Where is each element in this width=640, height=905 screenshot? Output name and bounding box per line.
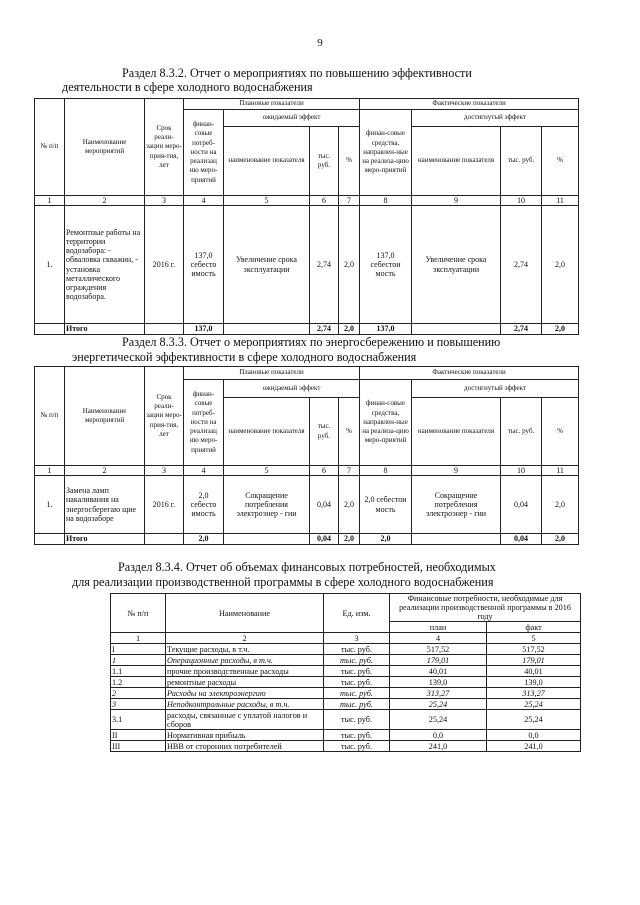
plan-fin-header: финан-совые потреб-ности на реализац ию меро-приятий (184, 110, 224, 196)
table-row (111, 688, 581, 699)
row-num: 1.2 (111, 677, 166, 688)
row-plan: 0,0 (390, 730, 487, 741)
column-number-row (35, 196, 579, 206)
row-plan: 517,52 (390, 644, 487, 655)
section-8-3-2-heading-line1: Раздел 8.3.2. Отчет о мероприятиях по повышению эффективности (122, 66, 472, 80)
total-fact-rub: 2,74 (501, 324, 542, 335)
row-term: 2016 г. (145, 206, 184, 324)
row-fact: 179,01 (487, 655, 581, 666)
col-number: 6 (310, 196, 339, 206)
row-fact: 0,0 (487, 730, 581, 741)
row-num: 3 (111, 699, 166, 710)
col-number: 3 (145, 466, 184, 476)
col-number: 3 (145, 196, 184, 206)
fin-needs-header: Финансовые потребности, необходимые для реализации производственной программы в 2016 году (390, 594, 581, 622)
total-plan-rub: 0,04 (310, 534, 339, 545)
row-fact-indicator: Сокращение потребления электроэнер - гии (412, 476, 501, 534)
row-plan: 241,0 (390, 741, 487, 752)
row-num: II (111, 730, 166, 741)
table-row (111, 644, 581, 655)
fact-pct-header: % (542, 398, 579, 466)
col-number: 3 (324, 633, 390, 644)
col-number: 4 (184, 196, 224, 206)
col-term-header: Срок реали-зации меро-прия-тия, лет (145, 99, 184, 196)
col-number: 6 (310, 466, 339, 476)
col-number: 4 (390, 633, 487, 644)
col-term-header: Срок реали-зации меро-прия-тия, лет (145, 367, 184, 466)
table-row (111, 677, 581, 688)
total-row (35, 324, 579, 335)
row-plan: 139,0 (390, 677, 487, 688)
col-name-header: Наименование мероприятий (65, 367, 145, 466)
row-unit: тыс. руб. (324, 730, 390, 741)
financial-needs-table (110, 593, 581, 752)
row-plan: 313,27 (390, 688, 487, 699)
plan-rub-header: тыс. руб. (310, 398, 339, 466)
fact-fin-header: финан-совые средства, направлен-ные на реализа-цию меро-приятий (360, 380, 412, 466)
total-fact-fin: 2,0 (360, 534, 412, 545)
row-num: 1. (35, 476, 65, 534)
row-term: 2016 г. (145, 476, 184, 534)
row-name: Ремонтные работы на территории водозабора: - обваловка скважин, - установка металлического ограждения водозабора. (65, 206, 145, 324)
plan-pct-header: % (339, 127, 360, 196)
table-row (111, 710, 581, 730)
row-name: расходы, связанные с уплатой налогов и сборов (166, 710, 324, 730)
expected-effect-header: ожидаемый эффект (224, 380, 360, 398)
row-plan-pct: 2,0 (339, 206, 360, 324)
row-unit: тыс. руб. (324, 699, 390, 710)
row-name: Замена ламп накаливания на энергосберегаю щие на водозаборе (65, 476, 145, 534)
row-unit: тыс. руб. (324, 688, 390, 699)
row-plan-indicator: Сокращение потребления электроэнер - гии (224, 476, 310, 534)
row-plan: 40,01 (390, 666, 487, 677)
table-row (111, 655, 581, 666)
col-number: 10 (501, 466, 542, 476)
plan-pct-header: % (339, 398, 360, 466)
row-unit: тыс. руб. (324, 741, 390, 752)
fact-group-header: Фактические показатели (360, 367, 579, 380)
row-name: Нормативная прибыль (166, 730, 324, 741)
row-num: 2 (111, 688, 166, 699)
col-number: 1 (35, 466, 65, 476)
plan-group-header: Плановые показатели (184, 367, 360, 380)
row-fact: 139,0 (487, 677, 581, 688)
row-plan-fin: 137,0 себесто имость (184, 206, 224, 324)
col-number: 7 (339, 466, 360, 476)
total-fact-pct: 2,0 (542, 324, 579, 335)
plan-rub-header: тыс. руб. (310, 127, 339, 196)
total-plan-rub: 2,74 (310, 324, 339, 335)
col-number: 7 (339, 196, 360, 206)
col-number: 2 (65, 466, 145, 476)
plan-fin-header: финан-совые потреб-ности на реализац ию меро-приятий (184, 380, 224, 466)
section-8-3-4-heading-line1: Раздел 8.3.4. Отчет об объемах финансовых потребностей, необходимых (118, 560, 496, 574)
row-fact-pct: 2,0 (542, 476, 579, 534)
page-number: 9 (317, 37, 323, 49)
row-fact: 241,0 (487, 741, 581, 752)
row-fact-pct: 2,0 (542, 206, 579, 324)
total-plan-pct: 2,0 (339, 534, 360, 545)
row-num: 1.1 (111, 666, 166, 677)
row-fact-fin: 137,0 себестои мость (360, 206, 412, 324)
row-num: III (111, 741, 166, 752)
col-number: 5 (487, 633, 581, 644)
col-number: 2 (65, 196, 145, 206)
total-label: Итого (65, 534, 145, 545)
section-8-3-4-heading-line2: для реализации производственной программы в сфере холодного водоснабжения (72, 575, 494, 589)
col-number: 5 (224, 196, 310, 206)
col-number: 1 (111, 633, 166, 644)
table-row (35, 476, 579, 534)
col-num-header: № п/п (35, 99, 65, 196)
col-number: 9 (412, 466, 501, 476)
row-num: 3.1 (111, 710, 166, 730)
row-name: прочие производственные расходы (166, 666, 324, 677)
table-row (111, 699, 581, 710)
row-name: НВВ от сторонних потребителей (166, 741, 324, 752)
financial-needs-rows (111, 644, 581, 752)
col-number: 5 (224, 466, 310, 476)
achieved-effect-header: достигнутый эффект (412, 380, 579, 398)
row-num: 1 (111, 655, 166, 666)
efficiency-table (34, 98, 579, 335)
row-name: Расходы на электроэнергию (166, 688, 324, 699)
fact-rub-header: тыс. руб. (501, 127, 542, 196)
row-fact-rub: 2,74 (501, 206, 542, 324)
fact-group-header: Фактические показатели (360, 99, 579, 110)
row-plan: 25,24 (390, 699, 487, 710)
total-row (35, 534, 579, 545)
row-plan-rub: 2,74 (310, 206, 339, 324)
fact-indicator-header: наименование показателя (412, 127, 501, 196)
column-number-row (35, 466, 579, 476)
row-fact: 40,01 (487, 666, 581, 677)
section-8-3-2-heading-line2: деятельности в сфере холодного водоснабжения (62, 80, 313, 94)
row-fact: 25,24 (487, 710, 581, 730)
fact-header: факт (487, 622, 581, 633)
table-row (111, 666, 581, 677)
row-name: Текущие расходы, в т.ч. (166, 644, 324, 655)
row-plan-indicator: Увеличение срока эксплуатации (224, 206, 310, 324)
row-plan-rub: 0,04 (310, 476, 339, 534)
col-number: 11 (542, 466, 579, 476)
row-unit: тыс. руб. (324, 710, 390, 730)
row-plan: 25,24 (390, 710, 487, 730)
col-number: 9 (412, 196, 501, 206)
col-number: 2 (166, 633, 324, 644)
fact-indicator-header: наименование показателя (412, 398, 501, 466)
row-plan: 179,01 (390, 655, 487, 666)
row-plan-fin: 2,0 себесто имость (184, 476, 224, 534)
col-number: 1 (35, 196, 65, 206)
section-8-3-3-heading-line2: энергетической эффективности в сфере холодного водоснабжения (72, 350, 417, 364)
total-fact-pct: 2,0 (542, 534, 579, 545)
plan-group-header: Плановые показатели (184, 99, 360, 110)
col-number: 10 (501, 196, 542, 206)
total-plan-fin: 2,0 (184, 534, 224, 545)
row-fact-rub: 0,04 (501, 476, 542, 534)
col-unit-header: Ед. изм. (324, 594, 390, 633)
row-name: Неподконтрольные расходы, в т.ч. (166, 699, 324, 710)
row-num: 1. (35, 206, 65, 324)
col-num-header: № п/п (35, 367, 65, 466)
total-label: Итого (65, 324, 145, 335)
col-name-header: Наименование мероприятий (65, 99, 145, 196)
plan-indicator-header: наименование показателя (224, 127, 310, 196)
col-number: 8 (360, 466, 412, 476)
row-unit: тыс. руб. (324, 655, 390, 666)
row-unit: тыс. руб. (324, 677, 390, 688)
total-plan-fin: 137,0 (184, 324, 224, 335)
row-num: I (111, 644, 166, 655)
table-row (111, 741, 581, 752)
total-fact-fin: 137,0 (360, 324, 412, 335)
fact-pct-header: % (542, 127, 579, 196)
col-number: 8 (360, 196, 412, 206)
row-plan-pct: 2,0 (339, 476, 360, 534)
achieved-effect-header: достигнутый эффект (412, 110, 579, 127)
plan-header: план (390, 622, 487, 633)
row-unit: тыс. руб. (324, 644, 390, 655)
energy-saving-table (34, 366, 579, 545)
col-name-header: Наименование (166, 594, 324, 633)
row-fact-fin: 2,0 себестои мость (360, 476, 412, 534)
col-number: 4 (184, 466, 224, 476)
row-unit: тыс. руб. (324, 666, 390, 677)
row-fact: 517,52 (487, 644, 581, 655)
total-fact-rub: 0,04 (501, 534, 542, 545)
col-number: 11 (542, 196, 579, 206)
row-name: Операционные расходы, в т.ч. (166, 655, 324, 666)
col-num-header: № п/п (111, 594, 166, 633)
column-number-row (111, 633, 581, 644)
row-name: ремонтные расходы (166, 677, 324, 688)
table-row (35, 206, 579, 324)
expected-effect-header: ожидаемый эффект (224, 110, 360, 127)
fact-rub-header: тыс. руб. (501, 398, 542, 466)
total-plan-pct: 2,0 (339, 324, 360, 335)
fact-fin-header: финан-совые средства, направлен-ные на реализа-цию меро-приятий (360, 110, 412, 196)
plan-indicator-header: наименование показателя (224, 398, 310, 466)
row-fact: 313,27 (487, 688, 581, 699)
row-fact: 25,24 (487, 699, 581, 710)
row-fact-indicator: Увеличение срока эксплуатации (412, 206, 501, 324)
table-row (111, 730, 581, 741)
section-8-3-3-heading-line1: Раздел 8.3.3. Отчет о мероприятиях по энергосбережению и повышению (122, 335, 501, 349)
